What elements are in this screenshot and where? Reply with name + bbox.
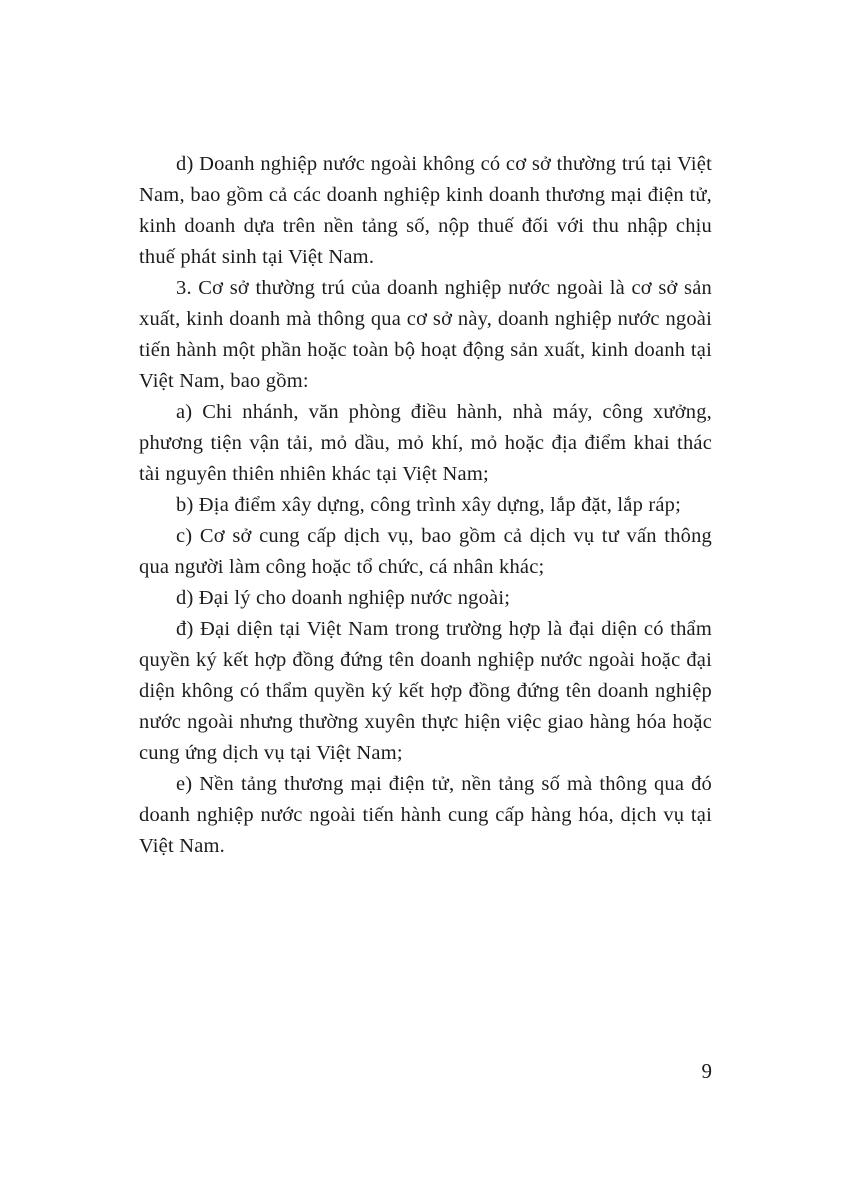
paragraph-d-foreign-enterprise: d) Doanh nghiệp nước ngoài không có cơ sở thường trú tại Việt Nam, bao gồm cả các doanh nghiệp kinh doanh thương mại điện tử, kinh doanh dựa trên nền tảng số, nộp thuế đối với thu nhập chịu thuế phát sinh tại Việt Nam. — [139, 153, 712, 268]
paragraph-b-construction-site: b) Địa điểm xây dựng, công trình xây dựng, lắp đặt, lắp ráp; — [176, 494, 682, 516]
paragraph-3-permanent-establishment: 3. Cơ sở thường trú của doanh nghiệp nước ngoài là cơ sở sản xuất, kinh doanh mà thông qua cơ sở này, doanh nghiệp nước ngoài tiến hành một phần hoặc toàn bộ hoạt động sản xuất, kinh doanh tại Việt Nam, bao gồm: — [139, 277, 712, 392]
body-text — [139, 149, 712, 862]
paragraph-d-agent: d) Đại lý cho doanh nghiệp nước ngoài; — [176, 587, 511, 609]
paragraph-c-service-facility: c) Cơ sở cung cấp dịch vụ, bao gồm cả dịch vụ tư vấn thông qua người làm công hoặc tổ chức, cá nhân khác; — [139, 525, 712, 578]
page-number: 9 — [701, 1059, 712, 1083]
paragraph-a-branch: a) Chi nhánh, văn phòng điều hành, nhà máy, công xưởng, phương tiện vận tải, mỏ dầu, mỏ khí, mỏ hoặc địa điểm khai thác tài nguyên thiên nhiên khác tại Việt Nam; — [139, 401, 712, 485]
paragraph-e-ecommerce-platform: e) Nền tảng thương mại điện tử, nền tảng số mà thông qua đó doanh nghiệp nước ngoài tiến hành cung cấp hàng hóa, dịch vụ tại Việt Nam. — [139, 773, 712, 857]
paragraph-dd-representative: đ) Đại diện tại Việt Nam trong trường hợp là đại diện có thẩm quyền ký kết hợp đồng đứng tên doanh nghiệp nước ngoài hoặc đại diện không có thẩm quyền ký kết hợp đồng đứng tên doanh nghiệp nước ngoài nhưng thường xuyên thực hiện việc giao hàng hóa hoặc cung ứng dịch vụ tại Việt Nam; — [139, 618, 712, 764]
